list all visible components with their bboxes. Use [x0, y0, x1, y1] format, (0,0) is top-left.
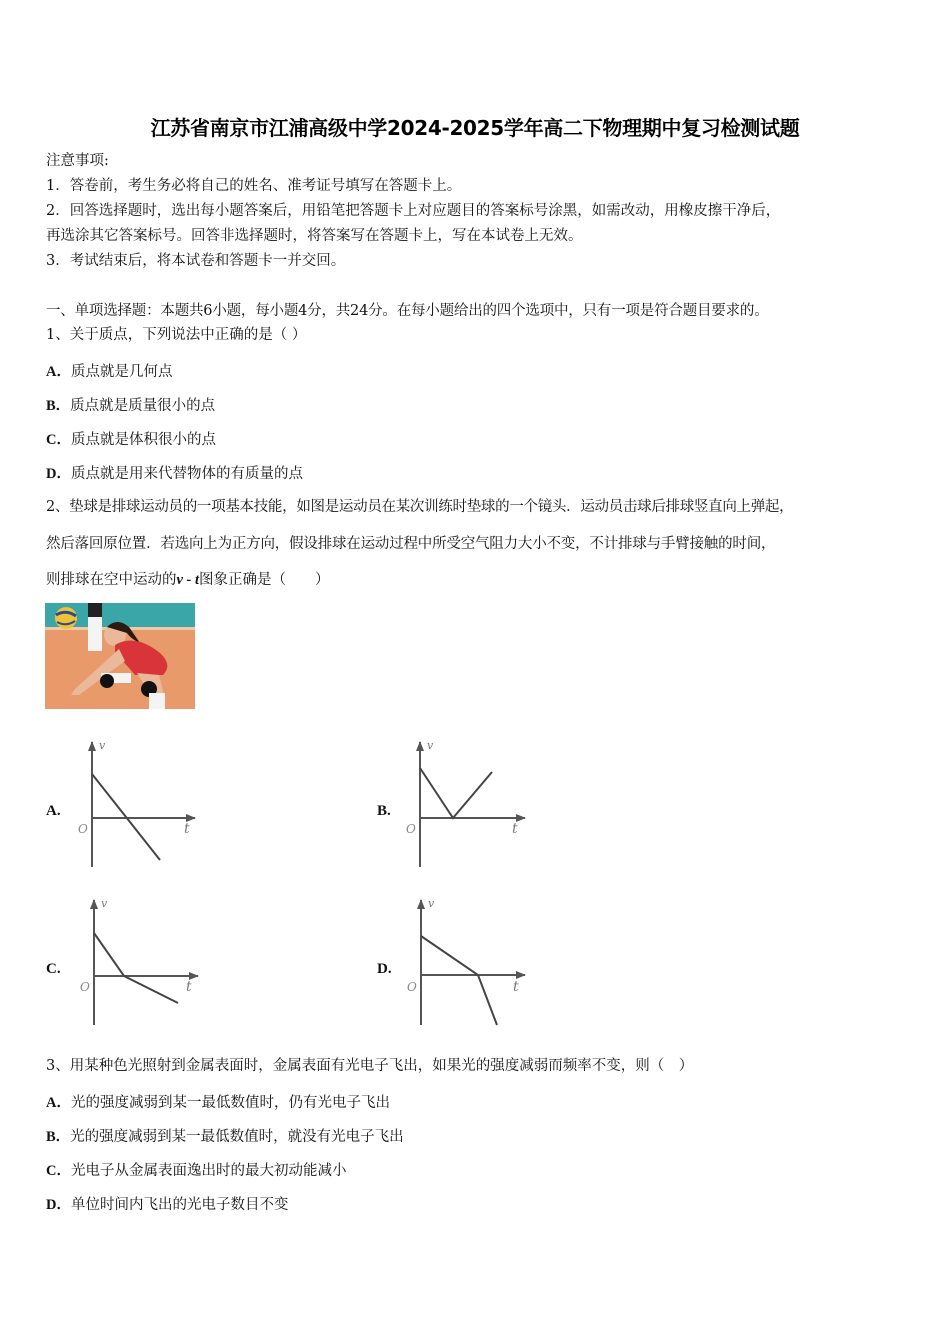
option-label: C．	[46, 432, 71, 448]
option-label: D．	[46, 466, 71, 482]
notice-item-1: 1．答卷前，考生务必将自己的姓名、准考证号填写在答题卡上。	[46, 178, 462, 194]
stem-text: 图象正确是（ ）	[199, 572, 330, 588]
question-2-stem-line-2: 然后落回原位置．若选向上为正方向，假设排球在运动过程中所受空气阻力大小不变，不计排球与手臂接触的时间，	[46, 536, 776, 552]
graph-c-v-label: v	[101, 897, 108, 910]
section-header: 一、单项选择题：本题共6小题，每小题4分，共24分。在每小题给出的四个选项中，只有一项是符合题目要求的。	[46, 303, 769, 319]
graph-b	[420, 742, 525, 867]
stem-text: 则排球在空中运动的	[46, 572, 177, 588]
graph-b-origin-label: O	[406, 822, 416, 836]
question-3-stem: 3、用某种色光照射到金属表面时，金属表面有光电子飞出，如果光的强度减弱而频率不变，则（ ）	[46, 1058, 694, 1074]
option-text: 质点就是体积很小的点	[70, 432, 216, 448]
notice-item-2-continued: 再选涂其它答案标号。回答非选择题时，将答案写在答题卡上，写在本试卷上无效。	[46, 228, 583, 244]
notice-heading: 注意事项:	[46, 153, 109, 169]
question-2-stem-line-1: 2、垫球是排球运动员的一项基本技能，如图是运动员在某次训练时垫球的一个镜头．运动员击球后排球竖直向上弹起，	[46, 499, 794, 515]
graph-a-t-label: t	[184, 821, 190, 837]
graph-a	[92, 742, 195, 867]
option-label: A．	[46, 1095, 71, 1111]
graph-c-label[interactable]: C.	[46, 961, 61, 977]
notice-item-2: 2．回答选择题时，选出每小题答案后，用铅笔把答题卡上对应题目的答案标号涂黑，如需改动，用橡皮擦干净后，	[46, 203, 781, 219]
graph-b-t-label: t	[512, 821, 518, 837]
question-3-option-a[interactable]	[46, 1091, 390, 1112]
math-vt: v - t	[176, 572, 200, 588]
graph-b-v-label: v	[427, 739, 434, 752]
graph-a-v-label: v	[99, 739, 106, 752]
option-text: 质点就是质量很小的点	[70, 398, 216, 414]
graph-d-label[interactable]: D.	[377, 961, 392, 977]
graph-d-origin-label: O	[407, 980, 417, 994]
notice-item-3: 3．考试结束后，将本试卷和答题卡一并交回。	[46, 253, 346, 269]
graph-a-origin-label: O	[78, 822, 88, 836]
option-label: C．	[46, 1163, 71, 1179]
question-3-option-c[interactable]	[46, 1159, 346, 1180]
option-text: 光电子从金属表面逸出时的最大初动能减小	[70, 1163, 347, 1179]
graph-d-t-label: t	[513, 979, 519, 995]
option-label: B．	[46, 398, 71, 414]
option-label: D．	[46, 1197, 71, 1213]
graph-d-v-label: v	[428, 897, 435, 910]
graph-c-t-label: t	[186, 979, 192, 995]
graph-c-origin-label: O	[80, 980, 90, 994]
option-text: 质点就是几何点	[70, 364, 173, 380]
graph-a-label[interactable]: A.	[46, 803, 61, 819]
option-text: 光的强度减弱到某一最低数值时，仍有光电子飞出	[70, 1095, 390, 1111]
option-label: A．	[46, 364, 71, 380]
graph-d	[421, 900, 525, 1025]
page-title: 江苏省南京市江浦高级中学2024-2025学年高二下物理期中复习检测试题	[150, 116, 800, 140]
option-text: 单位时间内飞出的光电子数目不变	[70, 1197, 289, 1213]
question-1-stem: 1、关于质点，下列说法中正确的是（ ）	[46, 327, 307, 343]
option-label: B．	[46, 1129, 71, 1145]
option-text: 光的强度减弱到某一最低数值时，就没有光电子飞出	[70, 1129, 404, 1145]
question-3-option-d[interactable]	[46, 1193, 288, 1214]
graph-c	[94, 900, 198, 1025]
question-3-option-b[interactable]	[46, 1125, 404, 1146]
graph-b-label[interactable]: B.	[377, 803, 391, 819]
option-text: 质点就是用来代替物体的有质量的点	[70, 466, 303, 482]
